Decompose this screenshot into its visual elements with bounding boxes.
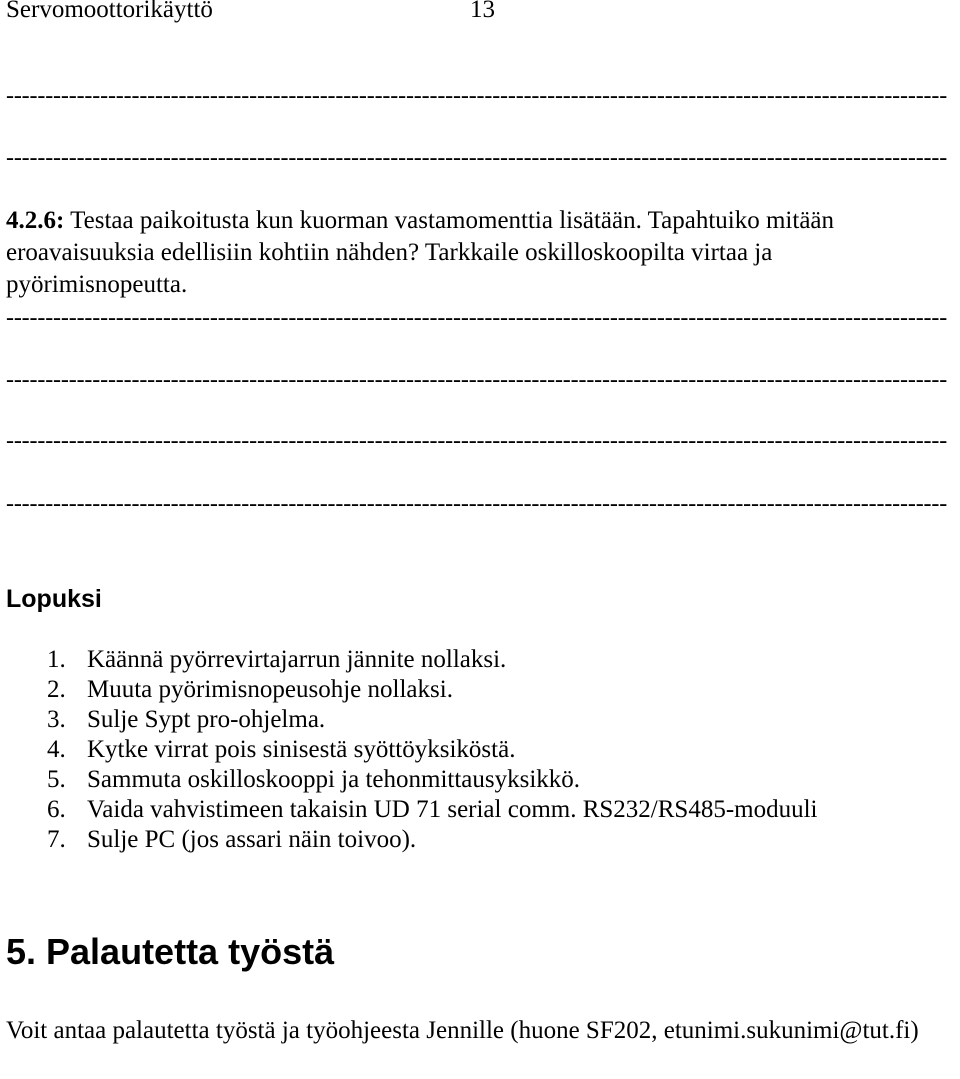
answer-line: ------------------------------------------------------------------------------------------------------------------------: [6, 84, 948, 108]
header-title: Servomoottorikäyttö: [6, 0, 213, 23]
answer-line: ------------------------------------------------------------------------------------------------------------------------: [6, 492, 948, 516]
answer-line: ------------------------------------------------------------------------------------------------------------------------: [6, 146, 948, 170]
task-paragraph: [6, 205, 936, 301]
list-item: [47, 735, 817, 765]
lopuksi-heading: Lopuksi: [6, 585, 102, 613]
task-number: 4.2.6:: [6, 207, 65, 234]
step-number: 7.: [47, 826, 66, 853]
answer-line: ------------------------------------------------------------------------------------------------------------------------: [6, 429, 948, 453]
step-text: Sulje PC (jos assari näin toivoo).: [87, 826, 417, 853]
list-item: [47, 645, 817, 675]
step-text: Kytke virrat pois sinisestä syöttöyksiköstä.: [87, 736, 516, 763]
step-text: Käännä pyörrevirtajarrun jännite nollaksi.: [87, 646, 507, 673]
page-number: 13: [470, 0, 495, 23]
answer-line: ------------------------------------------------------------------------------------------------------------------------: [6, 368, 948, 392]
answer-line: ------------------------------------------------------------------------------------------------------------------------: [6, 306, 948, 330]
section-5-heading: 5. Palautetta työstä: [6, 931, 335, 972]
step-text: Sulje Sypt pro-ohjelma.: [87, 706, 326, 733]
list-item: [47, 825, 817, 855]
step-text: Vaida vahvistimeen takaisin UD 71 serial comm. RS232/RS485-moduuli: [87, 796, 818, 823]
step-text: Sammuta oskilloskooppi ja tehonmittausyksikkö.: [87, 766, 581, 793]
feedback-paragraph: Voit antaa palautetta työstä ja työohjeesta Jennille (huone SF202, etunimi.sukunimi@tut.fi): [6, 1017, 919, 1044]
list-item: [47, 705, 817, 735]
task-text: Testaa paikoitusta kun kuorman vastamomenttia lisätään. Tapahtuiko mitään eroavaisuuksia edellisiin kohtiin nähden? Tarkkaile oskilloskoopilta virtaa ja pyörimisnopeutta.: [6, 207, 835, 298]
list-item: [47, 795, 817, 825]
step-text: Muuta pyörimisnopeusohje nollaksi.: [87, 676, 453, 703]
step-number: 2.: [47, 676, 66, 703]
step-number: 4.: [47, 736, 66, 763]
list-item: [47, 675, 817, 705]
step-number: 3.: [47, 706, 66, 733]
final-steps-list: [47, 645, 817, 855]
list-item: [47, 765, 817, 795]
step-number: 5.: [47, 766, 66, 793]
page-header: [6, 0, 495, 26]
step-number: 6.: [47, 796, 66, 823]
step-number: 1.: [47, 646, 66, 673]
